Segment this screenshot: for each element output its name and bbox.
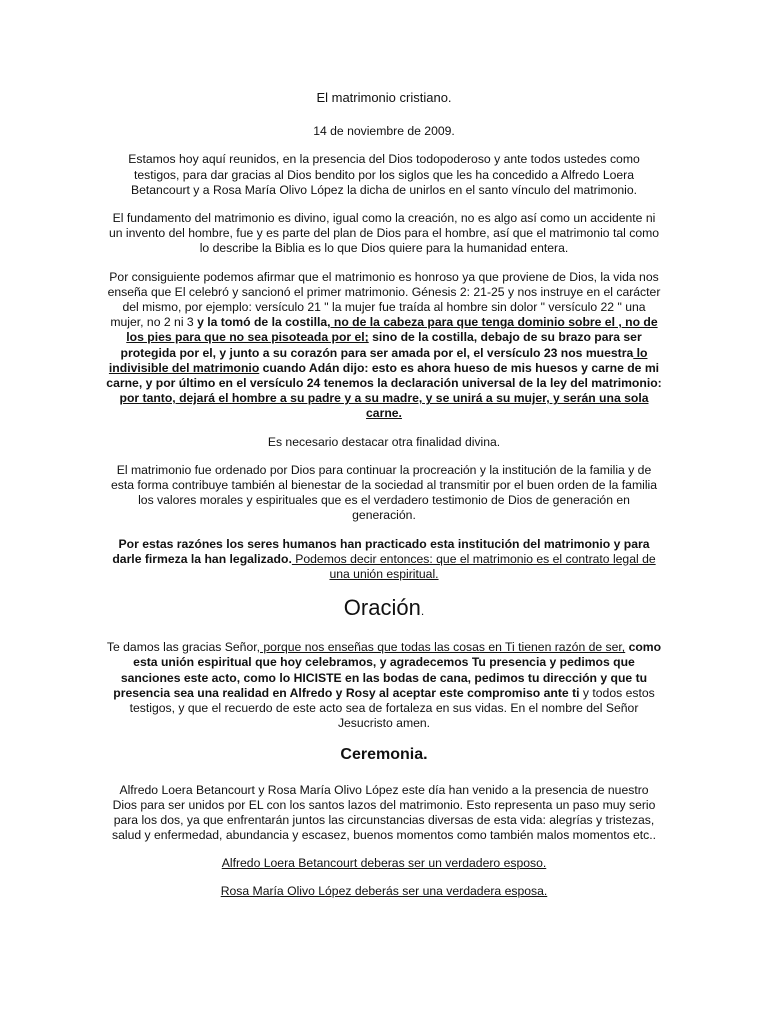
paragraph-fundamento: El fundamento del matrimonio es divino, igual como la creación, no es algo así como un accidente ni un invento del hombre, fue y es parte del plan de Dios para el hombre, así que el matrimonio tal como lo describe la Biblia es lo que Dios quiere para la humanidad entera.	[108, 211, 660, 256]
paragraph-intro: Estamos hoy aquí reunidos, en la presencia del Dios todopoderoso y ante todos ustedes como testigos, para dar gracias al Dios bendito por los siglos que les ha concedido a Alfredo Loera Betancourt y a Rosa María Olivo López la dicha de unirlos en el santo vínculo del matrimonio.	[128, 152, 640, 197]
vow-husband	[106, 856, 662, 871]
paragraph-ceremonia: Alfredo Loera Betancourt y Rosa María Olivo López este día han venido a la presencia de nuestro Dios para ser unidos por EL con los santos lazos del matrimonio. Esto representa un paso muy serio para los dos, ya que enfrentarán juntos las circunstancias diversas de esta vida: alegrías y tristezas, salud y enfermedad, abundancia y escasez, buenos momentos como también malos momentos etc..	[112, 782, 656, 843]
genesis-text-bold-2: sino de la costilla, debajo de su brazo para ser protegida por el, y junto a su corazón para ser amada por el, el versículo 23 nos muestra	[120, 330, 642, 360]
oracion-text-bold: como esta unión espiritual que hoy celebramos, y agradecemos Tu presencia y pedimos que sanciones este acto, como lo HICISTE en las bodas de cana, pedimos tu dirección y que tu presencia sea una realidad en Alfredo y Rosy al aceptar este compromiso ante ti	[113, 640, 662, 700]
genesis-text-bold-underlined-4: por tanto, dejará el hombre a su padre y a su madre, y se unirá a su mujer, y serán una sola carne.	[119, 391, 649, 421]
document-date: 14 de noviembre de 2009.	[313, 124, 455, 139]
oracion-heading-dot: .	[420, 604, 425, 619]
paragraph-legalizado	[106, 537, 662, 583]
paragraph-oracion	[106, 640, 662, 731]
oracion-text-plain: Te damos las gracias Señor,	[106, 640, 260, 655]
paragraph-genesis	[106, 270, 662, 422]
legalizado-text-underlined: Podemos decir entonces: que el matrimonio es el contrato legal de una unión espiritual.	[291, 551, 656, 582]
document-title: El matrimonio cristiano.	[316, 90, 452, 105]
oracion-text-underlined: porque nos enseñas que todas las cosas en Ti tienen razón de ser,	[260, 640, 626, 655]
genesis-text-bold-underlined-3: lo indivisible del matrimonio	[108, 345, 648, 375]
paragraph-procreacion: El matrimonio fue ordenado por Dios para continuar la procreación y la institución de la familia y de esta forma contribuye también al bienestar de la sociedad al transmitir por el buen orden de la familia los valores morales y espirituales que es el verdadero testimonio de Dios de generación en generación.	[110, 462, 658, 523]
paragraph-finalidad: Es necesario destacar otra finalidad divina.	[267, 434, 501, 449]
oracion-heading	[106, 595, 662, 624]
genesis-text-bold-underlined-2: no de los pies para que no sea pisoteada por el;	[126, 315, 658, 345]
vow-wife	[106, 884, 662, 899]
vow-wife-text: Rosa María Olivo López deberás ser una verdadera esposa.	[220, 883, 548, 898]
vow-husband-text: Alfredo Loera Betancourt deberas ser un verdadero esposo.	[221, 856, 547, 871]
genesis-text-bold-underlined-1: no de la cabeza para que tenga dominio sobre el ,	[330, 315, 622, 330]
genesis-text-bold-3: cuando Adán dijo: esto es ahora hueso de mis huesos y carne de mi carne, y por último en el versículo 24 tenemos la declaración universal de la ley del matrimonio:	[106, 360, 662, 391]
oracion-heading-text: Oración	[343, 595, 421, 621]
ceremonia-heading: Ceremonia.	[340, 745, 428, 763]
legalizado-text-bold: Por estas razónes los seres humanos han practicado esta institución del matrimonio y para darle firmeza la han legalizado.	[112, 536, 650, 566]
oracion-text-plain-2: y todos estos testigos, y que el recuerdo de este acto sea de fortaleza en sus vidas. En el nombre del Señor Jesucristo amen.	[129, 685, 655, 731]
genesis-text-bold: y la tomó de la costilla,	[193, 315, 331, 330]
genesis-text-plain: Por consiguiente podemos afirmar que el matrimonio es honroso ya que proviene de Dios, la vida nos enseña que El celebró y sancionó el primer matrimonio. Génesis 2: 21-25 y nos instruye en el carácter del mismo, por ejemplo: versículo 21 " la mujer fue traída al hombre sin dolor " versículo 22 " una mujer, no 2 ni 3	[107, 269, 661, 330]
